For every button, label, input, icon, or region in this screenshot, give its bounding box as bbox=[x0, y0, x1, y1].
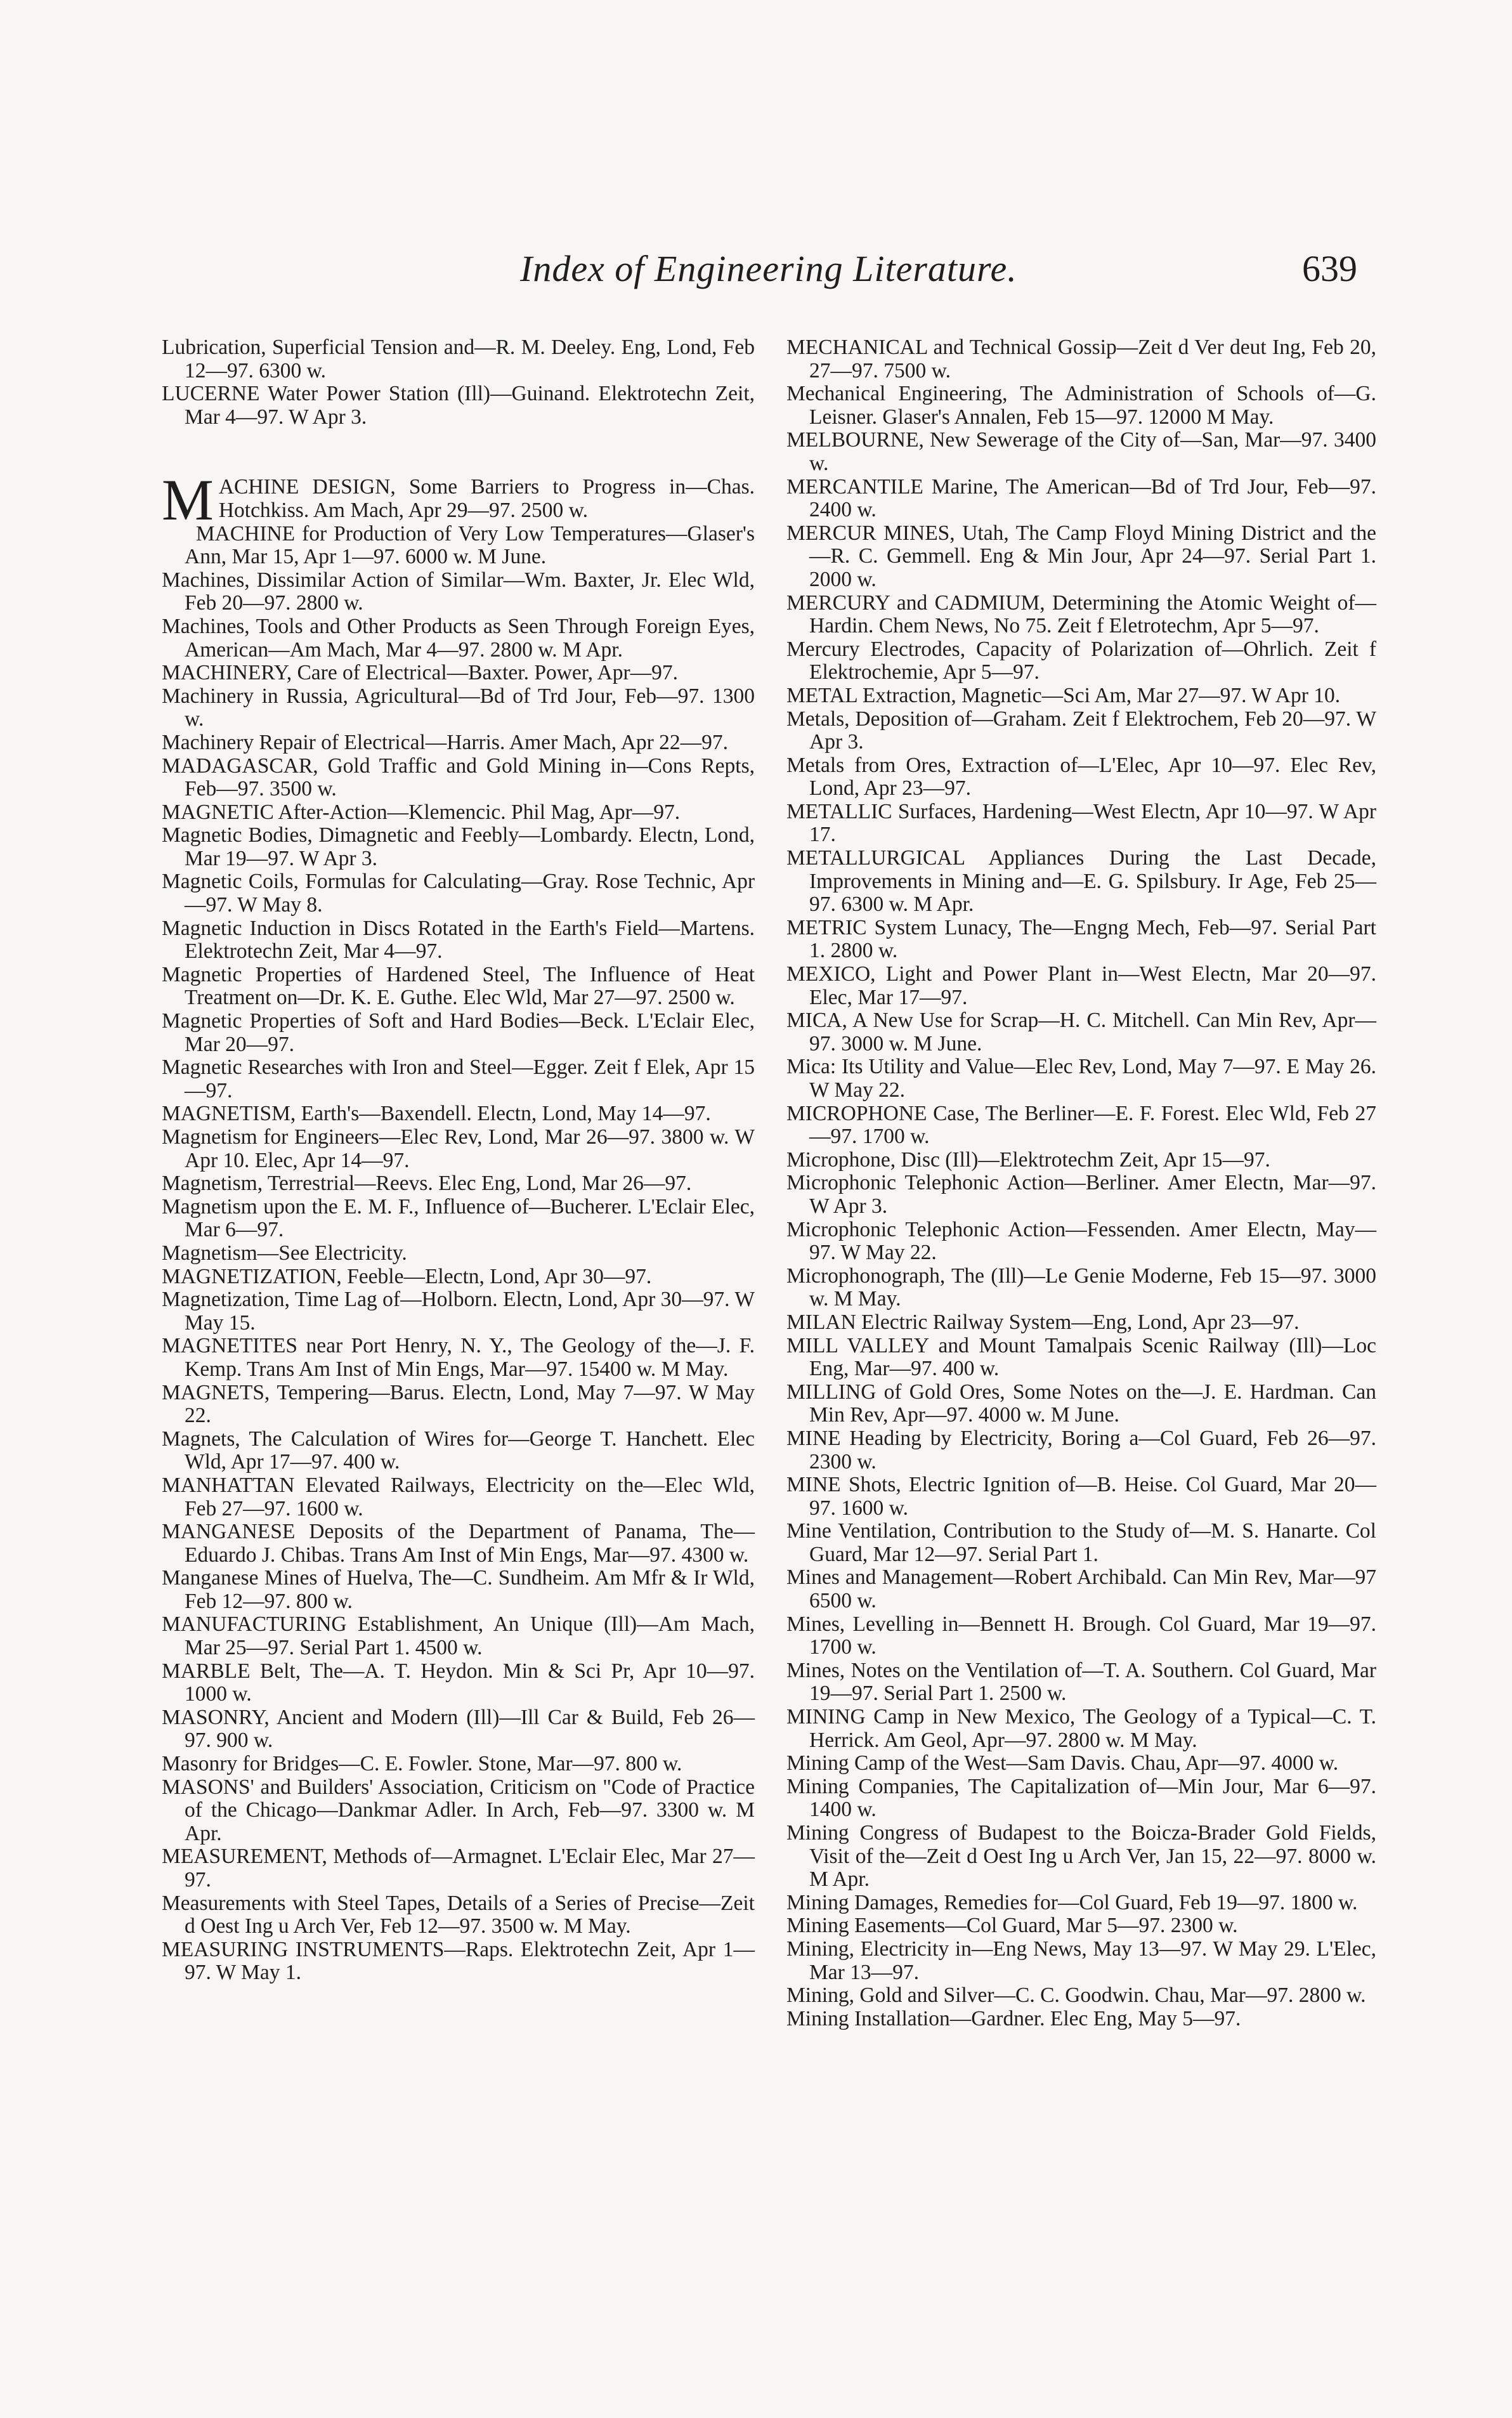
index-entry: Magnetic Induction in Discs Rotated in the Earth's Field—Martens. Elektrotechn Zeit, Mar 4—97. bbox=[162, 916, 755, 964]
index-entry: MINE Shots, Electric Ignition of—B. Heise. Col Guard, Mar 20—97. 1600 w. bbox=[786, 1473, 1376, 1520]
index-entry: MINE Heading by Electricity, Boring a—Col Guard, Feb 26—97. 2300 w. bbox=[786, 1426, 1376, 1474]
index-entry: MAGNETS, Tempering—Barus. Electn, Lond, May 7—97. W May 22. bbox=[162, 1380, 755, 1428]
index-entry: Mines, Levelling in—Bennett H. Brough. Col Guard, Mar 19—97. 1700 w. bbox=[786, 1612, 1376, 1659]
index-entry: MELBOURNE, New Sewerage of the City of—San, Mar—97. 3400 w. bbox=[786, 428, 1376, 475]
running-title: Index of Engineering Literature. bbox=[520, 248, 1017, 289]
index-entry: Measurements with Steel Tapes, Details of a Series of Precise—Zeit d Oest Ing u Arch Ver, Feb 12—97. 3500 w. M May. bbox=[162, 1891, 755, 1938]
index-entry: MECHANICAL and Technical Gossip—Zeit d Ver deut Ing, Feb 20, 27—97. 7500 w. bbox=[786, 336, 1376, 382]
index-entry: MACHINERY, Care of Electrical—Baxter. Power, Apr—97. bbox=[162, 661, 678, 685]
index-entry: Microphonic Telephonic Action—Fessenden. Amer Electn, May—97. W May 22. bbox=[786, 1217, 1376, 1265]
index-entry: MANHATTAN Elevated Railways, Electricity on the—Elec Wld, Feb 27—97. 1600 w. bbox=[162, 1473, 755, 1520]
index-entry: MARBLE Belt, The—A. T. Heydon. Min & Sci Pr, Apr 10—97. 1000 w. bbox=[162, 1659, 755, 1706]
index-entry: MERCANTILE Marine, The American—Bd of Trd Jour, Feb—97. 2400 w. bbox=[786, 474, 1376, 522]
index-entry: MICA, A New Use for Scrap—H. C. Mitchell. Can Min Rev, Apr—97. 3000 w. M June. bbox=[786, 1009, 1376, 1055]
index-entry: METAL Extraction, Magnetic—Sci Am, Mar 27—97. W Apr 10. bbox=[786, 683, 1341, 707]
index-entry: Magnetism for Engineers—Elec Rev, Lond, Mar 26—97. 3800 w. W Apr 10. Elec, Apr 14—97. bbox=[162, 1125, 755, 1172]
index-entry: Magnetism—See Electricity. bbox=[162, 1241, 407, 1265]
index-entry: Magnetism, Terrestrial—Reevs. Elec Eng, Lond, Mar 26—97. bbox=[162, 1172, 692, 1196]
index-entry: Mines, Notes on the Ventilation of—T. A. Southern. Col Guard, Mar 19—97. Serial Part 1. 2500 w. bbox=[786, 1658, 1376, 1706]
index-entry: Magnets, The Calculation of Wires for—George T. Hanchett. Elec Wld, Apr 17—97. 400 w. bbox=[162, 1427, 755, 1474]
index-entry: Microphonograph, The (Ill)—Le Genie Moderne, Feb 15—97. 3000 w. M May. bbox=[786, 1264, 1376, 1311]
index-entry: Mining Camp of the West—Sam Davis. Chau, Apr—97. 4000 w. bbox=[786, 1751, 1339, 1775]
drop-cap-letter: M bbox=[162, 467, 214, 533]
index-entry: MILL VALLEY and Mount Tamalpais Scenic Railway (Ill)—Loc Eng, Mar—97. 400 w. bbox=[786, 1333, 1376, 1381]
index-entry: MACHINE for Production of Very Low Temperatures—Glaser's Ann, Mar 15, Apr 1—97. 6000 w. M June. bbox=[185, 521, 755, 569]
index-entry: Mining, Gold and Silver—C. C. Goodwin. Chau, Mar—97. 2800 w. bbox=[786, 1983, 1366, 2008]
index-entry: MANUFACTURING Establishment, An Unique (Ill)—Am Mach, Mar 25—97. Serial Part 1. 4500 w. bbox=[162, 1612, 755, 1660]
right-column bbox=[786, 336, 1376, 2030]
index-entry: Machinery Repair of Electrical—Harris. Amer Mach, Apr 22—97. bbox=[162, 730, 729, 754]
index-entry: Microphone, Disc (Ill)—Elektrotechm Zeit, Apr 15—97. bbox=[786, 1147, 1270, 1172]
index-entry: Mining Damages, Remedies for—Col Guard, Feb 19—97. 1800 w. bbox=[786, 1890, 1358, 1914]
index-entry: MERCURY and CADMIUM, Determining the Atomic Weight of—Hardin. Chem News, No 75. Zeit f Eletrotechm, Apr 5—97. bbox=[786, 591, 1376, 638]
index-entry: Machines, Dissimilar Action of Similar—Wm. Baxter, Jr. Elec Wld, Feb 20—97. 2800 w. bbox=[162, 568, 755, 615]
index-entry: Mechanical Engineering, The Administration of Schools of—G. Leisner. Glaser's Annalen, Feb 15—97. 12000 M May. bbox=[786, 382, 1376, 429]
left-column bbox=[162, 336, 755, 1985]
index-entry: MAGNETIC After-Action—Klemencic. Phil Mag, Apr—97. bbox=[162, 800, 681, 824]
index-entry: MASONS' and Builders' Association, Criticism on "Code of Practice of the Chicago—Dankmar Adler. In Arch, Feb—97. 3300 w. M Apr. bbox=[162, 1775, 755, 1845]
index-entry: Mines and Management—Robert Archibald. Can Min Rev, Mar—97 6500 w. bbox=[786, 1565, 1376, 1613]
index-entry: Mine Ventilation, Contribution to the Study of—M. S. Hanarte. Col Guard, Mar 12—97. Serial Part 1. bbox=[786, 1519, 1376, 1566]
index-entry: Mining Congress of Budapest to the Boicza-Brader Gold Fields, Visit of the—Zeit d Oest Ing u Arch Ver, Jan 15, 22—97. 8000 w. M Apr. bbox=[786, 1821, 1376, 1892]
index-entry: Magnetic Properties of Hardened Steel, The Influence of Heat Treatment on—Dr. K. E. Guthe. Elec Wld, Mar 27—97. 2500 w. bbox=[162, 962, 755, 1010]
index-entry: Lubrication, Superficial Tension and—R. M. Deeley. Eng, Lond, Feb 12—97. 6300 w. bbox=[162, 336, 755, 382]
index-entry: Masonry for Bridges—C. E. Fowler. Stone, Mar—97. 800 w. bbox=[162, 1752, 682, 1776]
index-entry: MEASURING INSTRUMENTS—Raps. Elektrotechn Zeit, Apr 1—97. W May 1. bbox=[162, 1937, 755, 1985]
index-entry: Magnetic Properties of Soft and Hard Bodies—Beck. L'Eclair Elec, Mar 20—97. bbox=[162, 1009, 755, 1056]
index-entry: Magnetic Researches with Iron and Steel—Egger. Zeit f Elek, Apr 15—97. bbox=[162, 1055, 755, 1102]
index-entry: METALLIC Surfaces, Hardening—West Electn, Apr 10—97. W Apr 17. bbox=[786, 799, 1376, 847]
page-number: 639 bbox=[1302, 248, 1357, 289]
index-entry: Magnetization, Time Lag of—Holborn. Electn, Lond, Apr 30—97. W May 15. bbox=[162, 1288, 755, 1335]
index-entry: MANGANESE Deposits of the Department of Panama, The—Eduardo J. Chibas. Trans Am Inst of Min Engs, Mar—97. 4300 w. bbox=[162, 1520, 755, 1567]
index-entry: MEASUREMENT, Methods of—Armagnet. L'Eclair Elec, Mar 27—97. bbox=[162, 1845, 755, 1892]
index-entry: Mica: Its Utility and Value—Elec Rev, Lond, May 7—97. E May 26. W May 22. bbox=[786, 1055, 1376, 1102]
index-entry: Mining Easements—Col Guard, Mar 5—97. 2300 w. bbox=[786, 1914, 1238, 1938]
index-entry: MINING Camp in New Mexico, The Geology of a Typical—C. T. Herrick. Am Geol, Apr—97. 2800 w. M May. bbox=[786, 1705, 1376, 1752]
index-entry: Magnetic Bodies, Dimagnetic and Feebly—Lombardy. Electn, Lond, Mar 19—97. W Apr 3. bbox=[162, 823, 755, 870]
index-entry: MERCUR MINES, Utah, The Camp Floyd Mining District and the—R. C. Gemmell. Eng & Min Jour, Apr 24—97. Serial Part 1. 2000 w. bbox=[786, 521, 1376, 591]
index-entry: Metals from Ores, Extraction of—L'Elec, Apr 10—97. Elec Rev, Lond, Apr 23—97. bbox=[786, 753, 1376, 801]
index-entry: MASONRY, Ancient and Modern (Ill)—Ill Car & Build, Feb 26—97. 900 w. bbox=[162, 1705, 755, 1753]
index-entry: Mercury Electrodes, Capacity of Polarization of—Ohrlich. Zeit f Elektrochemie, Apr 5—97. bbox=[786, 637, 1376, 684]
index-entry: MAGNETIZATION, Feeble—Electn, Lond, Apr 30—97. bbox=[162, 1264, 652, 1288]
index-entry: Mining Companies, The Capitalization of—Min Jour, Mar 6—97. 1400 w. bbox=[786, 1774, 1376, 1822]
entry-text: ACHINE DESIGN, Some Barriers to Progress in—Chas. Hotchkiss. Am Mach, Apr 29—97. 2500 w. bbox=[218, 475, 755, 522]
index-entry: Machinery in Russia, Agricultural—Bd of Trd Jour, Feb—97. 1300 w. bbox=[162, 684, 755, 731]
index-entry: METALLURGICAL Appliances During the Last Decade, Improvements in Mining and—E. G. Spilsbury. Ir Age, Feb 25—97. 6300 w. M Apr. bbox=[786, 846, 1376, 917]
index-entry: Mining Installation—Gardner. Elec Eng, May 5—97. bbox=[786, 2006, 1241, 2030]
index-entry: MADAGASCAR, Gold Traffic and Gold Mining in—Cons Repts, Feb—97. 3500 w. bbox=[162, 754, 755, 801]
index-entry: Magnetism upon the E. M. F., Influence of—Bucherer. L'Eclair Elec, Mar 6—97. bbox=[162, 1194, 755, 1242]
index-entry: MILLING of Gold Ores, Some Notes on the—J. E. Hardman. Can Min Rev, Apr—97. 4000 w. M June. bbox=[786, 1380, 1376, 1427]
index-entry: Manganese Mines of Huelva, The—C. Sundheim. Am Mfr & Ir Wld, Feb 12—97. 800 w. bbox=[162, 1566, 755, 1613]
index-entry: METRIC System Lunacy, The—Engng Mech, Feb—97. Serial Part 1. 2800 w. bbox=[786, 915, 1376, 963]
index-entry: MILAN Electric Railway System—Eng, Lond, Apr 23—97. bbox=[786, 1310, 1300, 1334]
index-entry: Microphonic Telephonic Action—Berliner. Amer Electn, Mar—97. W Apr 3. bbox=[786, 1171, 1376, 1218]
index-entry: Mining, Electricity in—Eng News, May 13—97. W May 29. L'Elec, Mar 13—97. bbox=[786, 1937, 1376, 1984]
page-header bbox=[165, 247, 1357, 298]
index-entry: MAGNETITES near Port Henry, N. Y., The Geology of the—J. F. Kemp. Trans Am Inst of Min Engs, Mar—97. 15400 w. M May. bbox=[162, 1334, 755, 1381]
index-entry bbox=[162, 467, 755, 533]
index-entry: LUCERNE Water Power Station (Ill)—Guinand. Elektrotechn Zeit, Mar 4—97. W Apr 3. bbox=[162, 382, 755, 429]
index-entry: MAGNETISM, Earth's—Baxendell. Electn, Lond, May 14—97. bbox=[162, 1102, 711, 1126]
index-entry: Machines, Tools and Other Products as Seen Through Foreign Eyes, American—Am Mach, Mar 4—97. 2800 w. M Apr. bbox=[162, 614, 755, 662]
index-entry: MEXICO, Light and Power Plant in—West Electn, Mar 20—97. Elec, Mar 17—97. bbox=[786, 962, 1376, 1009]
index-entry: MICROPHONE Case, The Berliner—E. F. Forest. Elec Wld, Feb 27—97. 1700 w. bbox=[786, 1101, 1376, 1149]
index-entry: Magnetic Coils, Formulas for Calculating—Gray. Rose Technic, Apr—97. W May 8. bbox=[162, 870, 755, 917]
index-entry: Metals, Deposition of—Graham. Zeit f Elektrochem, Feb 20—97. W Apr 3. bbox=[786, 707, 1376, 754]
